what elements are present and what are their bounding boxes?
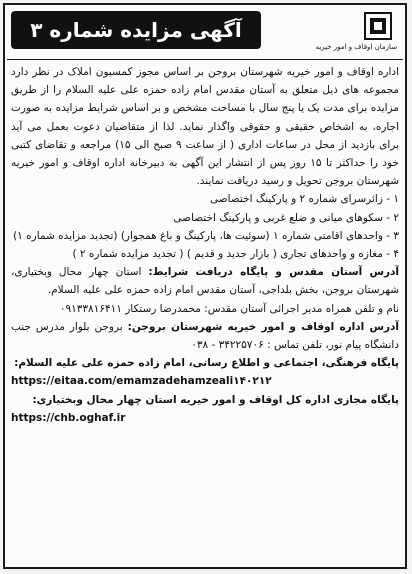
logo-caption: سازمان اوقاف و امور خیریه xyxy=(315,43,397,51)
office-paragraph xyxy=(11,318,399,354)
intro-paragraph: اداره اوقاف و امور خیریه شهرستان بروجن بر اساس مجوز کمسیون املاک در نظر دارد مجموعه های ذیل متعلق به آستان مقدس امام زاده حمزه علی علیه السلام را از طریق مزایده برای مدت یک یا پنج سال با مساحت مشخص و بر اساس شرایط مزایده به صورت اجاره، به اشخاص حقیقی و حقوقی واگذار نماید. لذا از متقاضیان دعوت بعمل می آید برای بازدید از محل در ساعات اداری ( از ساعت ۹ صبح الی ۱۵) مراجعه و تقاضای کتبی خود را حداکثر تا ۱۵ روز پس از انتشار این آگهی به دبیرخانه اداره اوقاف و امور خیریه شهرستان بروجن تحویل و رسید دریافت نمایند. xyxy=(11,66,399,188)
notice-frame xyxy=(3,3,407,569)
site-label: پایگاه مجازی اداره کل اوقاف و امور خیریه استان چهار محال وبختیاری: xyxy=(32,393,399,406)
contact-line: نام و تلفن همراه مدیر اجرائی آستان مقدس: محمدرضا رستکار ۰۹۱۳۳۸۱۶۴۱۱ xyxy=(59,302,399,315)
logo xyxy=(267,11,397,55)
eitaa-link[interactable]: https://eitaa.com/emamzadehamzeali۱۴۰۲۱۲ xyxy=(11,375,272,388)
address-text: استان چهار محال وبختیاری، شهرستان بروجن، بخش بلداجی، آستان مقدس امام زاده حمزه علی علیه السلام. xyxy=(11,266,399,297)
notice-title: آگهی مزایده شماره ۳ xyxy=(30,18,242,42)
item-4: ۴ - مغازه و واحدهای تجاری ( بازار جدید و قدیم ) ( تجدید مزایده شماره ۲ ) xyxy=(72,248,399,261)
emblem-icon xyxy=(363,11,393,41)
site-link[interactable]: https://chb.oghaf.ir xyxy=(11,411,126,424)
notice-header xyxy=(7,7,403,60)
office-text: بروجن بلوار مدرس جنب دانشگاه پیام نور، تلفن تماس : ۳۴۲۲۵۷۰۶ - ۰۳۸ xyxy=(11,320,399,352)
eitaa-label: پایگاه فرهنگی، اجتماعی و اطلاع رسانی، امام زاده حمزه علی علیه السلام: xyxy=(14,357,399,370)
item-3: ۳ - واحدهای اقامتی شماره ۱ (سوئیت ها، پارکینگ و باغ همجوار) (تجدید مزایده شماره ۱) xyxy=(13,229,399,242)
title-banner xyxy=(11,11,261,49)
item-2: ۲ - سکوهای میانی و ضلع غربی و پارکینگ اختصاصی xyxy=(173,211,399,224)
address-paragraph xyxy=(11,263,399,299)
notice-body xyxy=(11,63,399,563)
address-label: آدرس آستان مقدس و پایگاه دریافت شرایط: xyxy=(148,266,399,279)
office-label: آدرس اداره اوقاف و امور خیریه شهرستان بروجن: xyxy=(127,320,399,333)
item-1: ۱ - زائرسرای شماره ۲ و پارکینگ اختصاصی xyxy=(209,193,399,206)
